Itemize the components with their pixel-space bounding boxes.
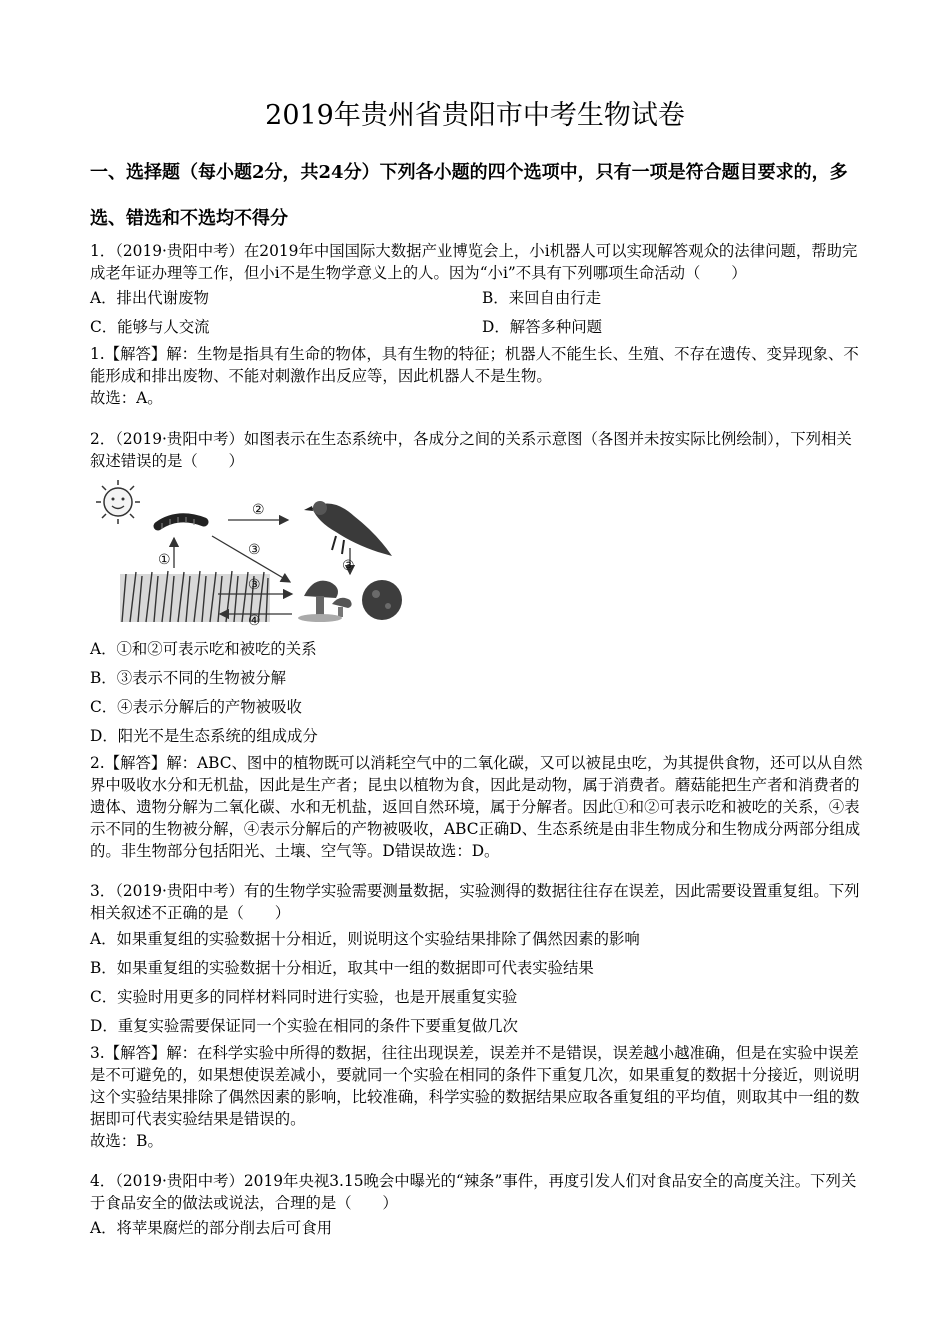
- q2-option-a: A．①和②可表示吃和被吃的关系: [90, 640, 317, 658]
- page-title: 2019年贵州省贵阳市中考生物试卷: [265, 100, 685, 131]
- bird-icon: [304, 501, 392, 556]
- label-arrow-4: ④: [248, 613, 261, 626]
- label-arrow-3a: ③: [248, 542, 261, 558]
- q3-option-c: C．实验时用更多的同样材料同时进行实验，也是开展重复实验: [90, 988, 518, 1006]
- q1-option-c: C．能够与人交流: [90, 318, 210, 336]
- q1-option-a: A．排出代谢废物: [90, 289, 209, 307]
- q1-option-b: B．来回自由行走: [482, 289, 602, 307]
- q3-option-a: A．如果重复组的实验数据十分相近，则说明这个实验结果排除了偶然因素的影响: [90, 930, 640, 948]
- q1-option-d: D．解答多种问题: [482, 318, 603, 336]
- ecosystem-diagram: [92, 476, 412, 626]
- soil-icon: [362, 580, 402, 620]
- q1-answer: 1.【解答】解：生物是指具有生命的物体，具有生物的特征；机器人不能生长、生殖、不存在遗传、变异现象、不能形成和排出废物、不能对刺激作出反应等，因此机器人不是生物。: [90, 345, 859, 385]
- sun-icon: [96, 480, 140, 524]
- q3-option-b: B．如果重复组的实验数据十分相近，取其中一组的数据即可代表实验结果: [90, 959, 594, 977]
- q3-stem: 3．（2019·贵阳中考）有的生物学实验需要测量数据，实验测得的数据往往存在误差，因此需要设置重复组。下列相关叙述不正确的是（ ）: [90, 882, 860, 922]
- q2-option-d: D．阳光不是生态系统的组成成分: [90, 727, 318, 745]
- label-arrow-2: ②: [252, 502, 265, 518]
- q3-choice: 故选：B。: [90, 1132, 163, 1150]
- label-arrow-3b: ③: [342, 558, 355, 574]
- q3-answer: 3.【解答】解：在科学实验中所得的数据，往往出现误差，误差并不是错误，误差越小越准确，但是在实验中误差是不可避免的，如果想使误差减小，要就同一个实验在相同的条件下重复几次，如果重复的数据十分接近，则说明这个实验结果排除了偶然因素的影响，比较准确，科学实验的数据结果应取各重复组的平均值，则取其中一组的数据即可代表实验结果是错误的。: [90, 1044, 860, 1128]
- mushroom-icon: [298, 581, 352, 622]
- q3-option-d: D．重复实验需要保证同一个实验在相同的条件下要重复做几次: [90, 1017, 518, 1035]
- label-arrow-1: ①: [158, 552, 171, 568]
- q4-stem: 4．（2019·贵阳中考）2019年央视3.15晚会中曝光的“辣条”事件，再度引发人们对食品安全的高度关注。下列关于食品安全的做法或说法，合理的是（ ）: [90, 1172, 857, 1212]
- q1-choice: 故选：A。: [90, 389, 163, 407]
- q2-option-b: B．③表示不同的生物被分解: [90, 669, 286, 687]
- label-arrow-3c: ③: [248, 577, 261, 593]
- q2-answer: 2.【解答】解：ABC、图中的植物既可以消耗空气中的二氧化碳，又可以被昆虫吃，为其提供食物，还可以从自然界中吸收水分和无机盐，因此是生产者；昆虫以植物为食，因此是动物，属于消费者。蘑菇能把生产者和消费者的遗体、遗物分解为二氧化碳、水和无机盐，返回自然环境，属于分解者。因此①和②可表示吃和被吃的关系，④表示不同的生物被分解，④表示分解后的产物被吸收，ABC正确D、生态系统是由非生物成分和生物成分两部分组成的。非生物部分包括阳光、土壤、空气等。D错误故选：D。: [90, 754, 863, 860]
- q2-stem: 2．（2019·贵阳中考）如图表示在生态系统中，各成分之间的关系示意图（各图并未按实际比例绘制），下列相关叙述错误的是（ ）: [90, 430, 852, 470]
- q2-option-c: C．④表示分解后的产物被吸收: [90, 698, 302, 716]
- q4-option-a: A．将苹果腐烂的部分削去后可食用: [90, 1219, 332, 1237]
- section-heading: 一、选择题（每小题2分，共24分）下列各小题的四个选项中，只有一项是符合题目要求的，多选、错选和不选均不得分: [90, 162, 848, 229]
- q1-stem: 1．（2019·贵阳中考）在2019年中国国际大数据产业博览会上，小i机器人可以实现解答观众的法律问题，帮助完成老年证办理等工作，但小i不是生物学意义上的人。因为“小i”不具有下列哪项生命活动（ ）: [90, 242, 858, 282]
- caterpillar-icon: [158, 517, 204, 529]
